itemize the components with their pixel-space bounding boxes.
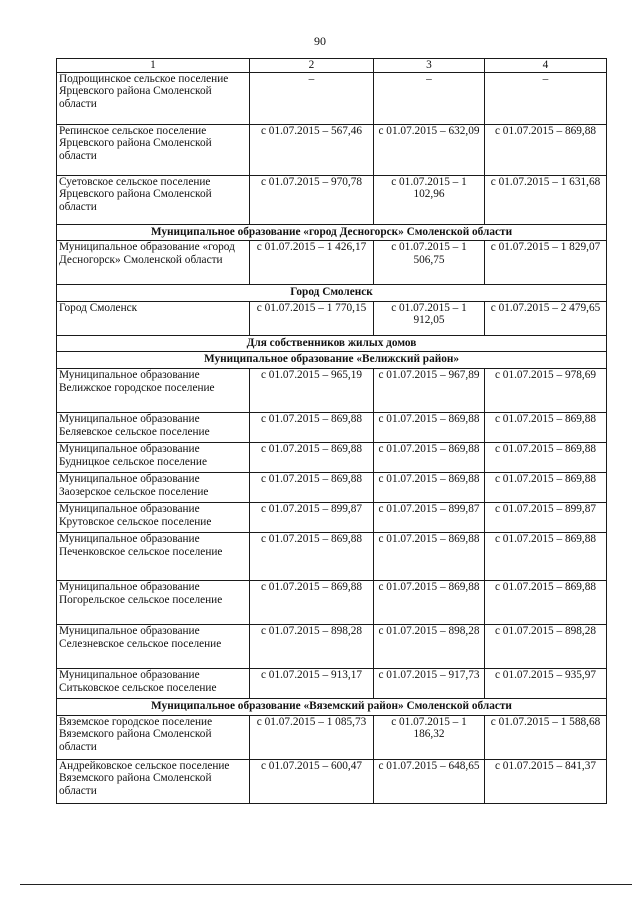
tariff-value: с 01.07.2015 – 1 631,68 xyxy=(485,175,607,224)
tariff-value: с 01.07.2015 – 869,88 xyxy=(374,532,485,580)
municipality-name: Андрейковское сельское поселение Вяземского района Смоленской области xyxy=(57,759,250,803)
section-title: Муниципальное образование «город Десногорск» Смоленской области xyxy=(57,224,607,241)
municipality-name: Муниципальное образование Печенковское сельское поселение xyxy=(57,532,250,580)
column-header-2: 2 xyxy=(250,59,374,73)
municipality-name: Муниципальное образование Заозерское сельское поселение xyxy=(57,472,250,502)
section-title: Муниципальное образование «Вяземский район» Смоленской области xyxy=(57,698,607,715)
tariff-value: с 01.07.2015 – 869,88 xyxy=(250,532,374,580)
tariff-value: с 01.07.2015 – 869,88 xyxy=(374,442,485,472)
tariff-value: с 01.07.2015 – 1 085,73 xyxy=(250,715,374,759)
tariff-value: с 01.07.2015 – 869,88 xyxy=(374,472,485,502)
tariff-value: с 01.07.2015 – 2 479,65 xyxy=(485,301,607,335)
municipality-name: Суетовское сельское поселение Ярцевского района Смоленской области xyxy=(57,175,250,224)
tariff-value: с 01.07.2015 – 869,88 xyxy=(485,472,607,502)
tariff-value: с 01.07.2015 – 898,28 xyxy=(485,624,607,668)
municipality-name: Муниципальное образование Крутовское сельское поселение xyxy=(57,502,250,532)
table-row xyxy=(57,442,607,472)
tariff-value: с 01.07.2015 – 869,88 xyxy=(250,472,374,502)
tariff-value: с 01.07.2015 – 935,97 xyxy=(485,668,607,698)
tariff-value: с 01.07.2015 – 1 102,96 xyxy=(374,175,485,224)
tariff-value: с 01.07.2015 – 1 506,75 xyxy=(374,241,485,285)
table-row xyxy=(57,124,607,175)
table-row xyxy=(57,502,607,532)
tariff-value: с 01.07.2015 – 899,87 xyxy=(485,502,607,532)
tariff-value: – xyxy=(485,72,607,124)
page-bottom-rule xyxy=(20,884,632,885)
tariff-value: с 01.07.2015 – 648,65 xyxy=(374,759,485,803)
column-header-1: 1 xyxy=(57,59,250,73)
tariff-value: с 01.07.2015 – 970,78 xyxy=(250,175,374,224)
municipality-name: Муниципальное образование Беляевское сельское поселение xyxy=(57,412,250,442)
section-title: Для собственников жилых домов xyxy=(57,335,607,352)
tariff-value: – xyxy=(374,72,485,124)
tariff-value: с 01.07.2015 – 869,88 xyxy=(250,442,374,472)
table-row xyxy=(57,580,607,624)
tariff-value: с 01.07.2015 – 841,37 xyxy=(485,759,607,803)
table-row xyxy=(57,241,607,285)
municipality-name: Город Смоленск xyxy=(57,301,250,335)
table-row xyxy=(57,624,607,668)
tariff-value: с 01.07.2015 – 869,88 xyxy=(485,532,607,580)
tariff-value: с 01.07.2015 – 869,88 xyxy=(485,124,607,175)
table-row xyxy=(57,715,607,759)
tariff-value: с 01.07.2015 – 898,28 xyxy=(250,624,374,668)
section-row xyxy=(57,224,607,241)
section-row xyxy=(57,352,607,369)
table-row xyxy=(57,368,607,412)
municipality-name: Муниципальное образование Селезневское сельское поселение xyxy=(57,624,250,668)
tariff-value: с 01.07.2015 – 965,19 xyxy=(250,368,374,412)
municipality-name: Муниципальное образование «город Десногорск» Смоленской области xyxy=(57,241,250,285)
page-number: 90 xyxy=(314,34,326,48)
tariff-value: с 01.07.2015 – 567,46 xyxy=(250,124,374,175)
tariff-value: с 01.07.2015 – 917,73 xyxy=(374,668,485,698)
tariff-value: с 01.07.2015 – 899,87 xyxy=(374,502,485,532)
column-header-4: 4 xyxy=(485,59,607,73)
tariff-value: с 01.07.2015 – 869,88 xyxy=(485,412,607,442)
tariff-value: с 01.07.2015 – 1 588,68 xyxy=(485,715,607,759)
section-row xyxy=(57,698,607,715)
tariff-value: с 01.07.2015 – 869,88 xyxy=(250,412,374,442)
tariff-value: с 01.07.2015 – 899,87 xyxy=(250,502,374,532)
tariff-value: с 01.07.2015 – 1 829,07 xyxy=(485,241,607,285)
tariff-value: с 01.07.2015 – 869,88 xyxy=(250,580,374,624)
tariff-value: с 01.07.2015 – 1 770,15 xyxy=(250,301,374,335)
tariff-value: с 01.07.2015 – 1 426,17 xyxy=(250,241,374,285)
tariff-value: с 01.07.2015 – 967,89 xyxy=(374,368,485,412)
table-row xyxy=(57,301,607,335)
tariff-value: с 01.07.2015 – 600,47 xyxy=(250,759,374,803)
tariff-value: с 01.07.2015 – 978,69 xyxy=(485,368,607,412)
section-title: Город Смоленск xyxy=(57,285,607,302)
tariff-value: с 01.07.2015 – 869,88 xyxy=(374,580,485,624)
municipality-name: Вяземское городское поселение Вяземского района Смоленской области xyxy=(57,715,250,759)
section-title: Муниципальное образование «Велижский район» xyxy=(57,352,607,369)
tariff-value: с 01.07.2015 – 1 186,32 xyxy=(374,715,485,759)
table-row xyxy=(57,175,607,224)
tariff-value: с 01.07.2015 – 632,09 xyxy=(374,124,485,175)
municipality-name: Муниципальное образование Погорельское сельское поселение xyxy=(57,580,250,624)
table-row xyxy=(57,759,607,803)
tariff-value: с 01.07.2015 – 1 912,05 xyxy=(374,301,485,335)
municipality-name: Муниципальное образование Велижское городское поселение xyxy=(57,368,250,412)
municipality-name: Муниципальное образование Будницкое сельское поселение xyxy=(57,442,250,472)
tariff-value: с 01.07.2015 – 869,88 xyxy=(374,412,485,442)
tariff-value: с 01.07.2015 – 913,17 xyxy=(250,668,374,698)
municipality-name: Муниципальное образование Ситьковское сельское поселение xyxy=(57,668,250,698)
table-row xyxy=(57,472,607,502)
municipality-name: Подрощинское сельское поселение Ярцевского района Смоленской области xyxy=(57,72,250,124)
section-row xyxy=(57,335,607,352)
tariff-value: с 01.07.2015 – 869,88 xyxy=(485,442,607,472)
tariff-value: с 01.07.2015 – 869,88 xyxy=(485,580,607,624)
column-header-3: 3 xyxy=(374,59,485,73)
tariff-value: – xyxy=(250,72,374,124)
section-row xyxy=(57,285,607,302)
municipality-name: Репинское сельское поселение Ярцевского района Смоленской области xyxy=(57,124,250,175)
tariff-table xyxy=(56,58,607,804)
table-header-row xyxy=(57,59,607,73)
tariff-value: с 01.07.2015 – 898,28 xyxy=(374,624,485,668)
table-row xyxy=(57,532,607,580)
table-row xyxy=(57,72,607,124)
table-row xyxy=(57,412,607,442)
table-row xyxy=(57,668,607,698)
